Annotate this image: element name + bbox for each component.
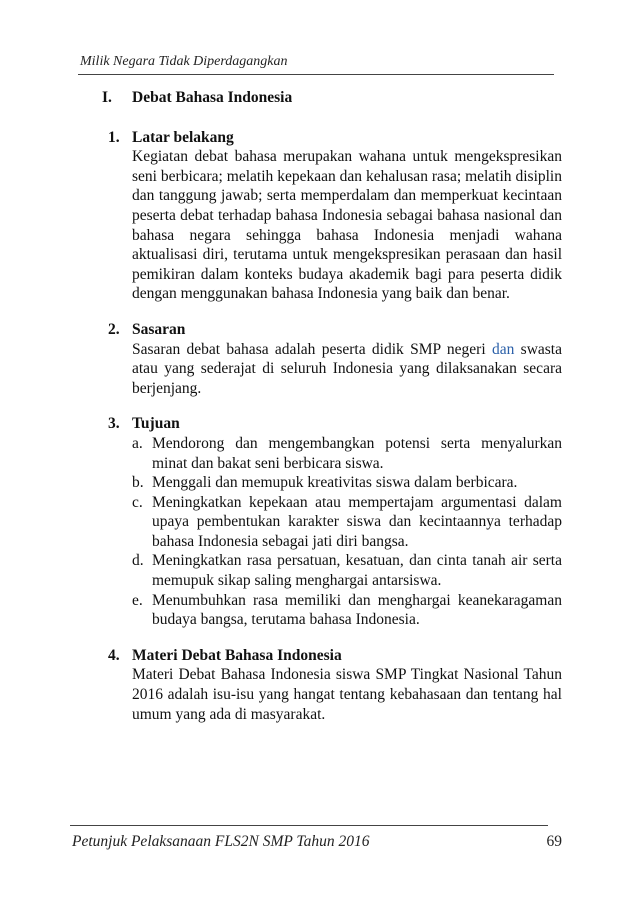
page-body xyxy=(102,88,562,724)
sasaran-heading xyxy=(108,320,562,340)
sasaran-text-2: swasta atau yang sederajat di seluruh Indonesia yang dilaksanakan secara berjenjang. xyxy=(132,340,562,397)
list-text: Meningkatkan kepekaan atau mempertajam argumentasi dalam upaya pembentukan karakter siswa dan kecintaannya terhadap bahasa Indonesia sebagai jati diri bangsa. xyxy=(152,493,562,550)
footer-divider xyxy=(70,825,548,826)
list-letter: d. xyxy=(132,552,144,570)
subsection-sasaran xyxy=(108,320,562,398)
header-divider xyxy=(78,74,554,75)
latar-paragraph: Kegiatan debat bahasa merupakan wahana untuk mengekspresikan seni berbicara; melatih kepekaan dan kehalusan rasa; melatih disiplin dan tanggung jawab; serta memperdalam dan memperkuat kecintaan peserta debat terhadap bahasa Indonesia sebagai bahasa nasional dan bahasa negara sehingga bahasa Indonesia menjadi wahana aktualisasi diri, terutama untuk mengekspresikan perasaan dan hasil pemikiran dalam konteks budaya akademik bagi para peserta didik dengan menggunakan bahasa Indonesia yang baik dan benar. xyxy=(132,148,562,303)
latar-heading xyxy=(108,128,562,148)
sasaran-highlight: dan xyxy=(491,340,515,358)
materi-number: 4. xyxy=(108,646,120,664)
page-number: 69 xyxy=(546,833,562,850)
subsection-latar xyxy=(108,128,562,304)
running-header: Milik Negara Tidak Diperdagangkan xyxy=(80,54,288,69)
list-item xyxy=(132,591,562,630)
tujuan-heading xyxy=(108,414,562,434)
list-item xyxy=(132,493,562,552)
sasaran-paragraph xyxy=(132,340,562,399)
materi-title: Materi Debat Bahasa Indonesia xyxy=(132,646,342,664)
sasaran-text-1: Sasaran debat bahasa adalah peserta didik SMP negeri xyxy=(132,340,492,358)
list-text: Menumbuhkan rasa memiliki dan menghargai keanekaragaman budaya bangsa, terutama bahasa Indonesia. xyxy=(152,591,562,629)
list-item xyxy=(132,434,562,473)
list-item xyxy=(132,473,562,493)
tujuan-number: 3. xyxy=(108,415,120,433)
latar-number: 1. xyxy=(108,128,120,146)
subsection-materi xyxy=(108,646,562,724)
list-text: Menggali dan memupuk kreativitas siswa dalam berbicara. xyxy=(152,474,518,492)
list-letter: c. xyxy=(132,493,143,511)
subsection-tujuan xyxy=(108,414,562,630)
tujuan-title: Tujuan xyxy=(132,415,180,433)
list-item xyxy=(132,551,562,590)
list-letter: a. xyxy=(132,434,143,452)
list-text: Meningkatkan rasa persatuan, kesatuan, dan cinta tanah air serta memupuk sikap saling menghargai antarsiswa. xyxy=(152,552,562,590)
section-heading xyxy=(102,88,562,108)
latar-title: Latar belakang xyxy=(132,128,234,146)
list-letter: e. xyxy=(132,591,143,609)
section-number: I. xyxy=(102,89,112,106)
materi-paragraph: Materi Debat Bahasa Indonesia siswa SMP Tingkat Nasional Tahun 2016 adalah isu-isu yang hangat tentang kebahasaan dan tentang hal umum yang ada di masyarakat. xyxy=(132,666,562,723)
sasaran-number: 2. xyxy=(108,320,120,338)
materi-heading xyxy=(108,646,562,666)
sasaran-title: Sasaran xyxy=(132,320,186,338)
section-title: Debat Bahasa Indonesia xyxy=(132,89,293,106)
list-letter: b. xyxy=(132,474,144,492)
tujuan-list xyxy=(132,434,562,630)
list-text: Mendorong dan mengembangkan potensi serta menyalurkan minat dan bakat seni berbicara siswa. xyxy=(152,434,562,472)
footer-title: Petunjuk Pelaksanaan FLS2N SMP Tahun 2016 xyxy=(72,833,370,850)
